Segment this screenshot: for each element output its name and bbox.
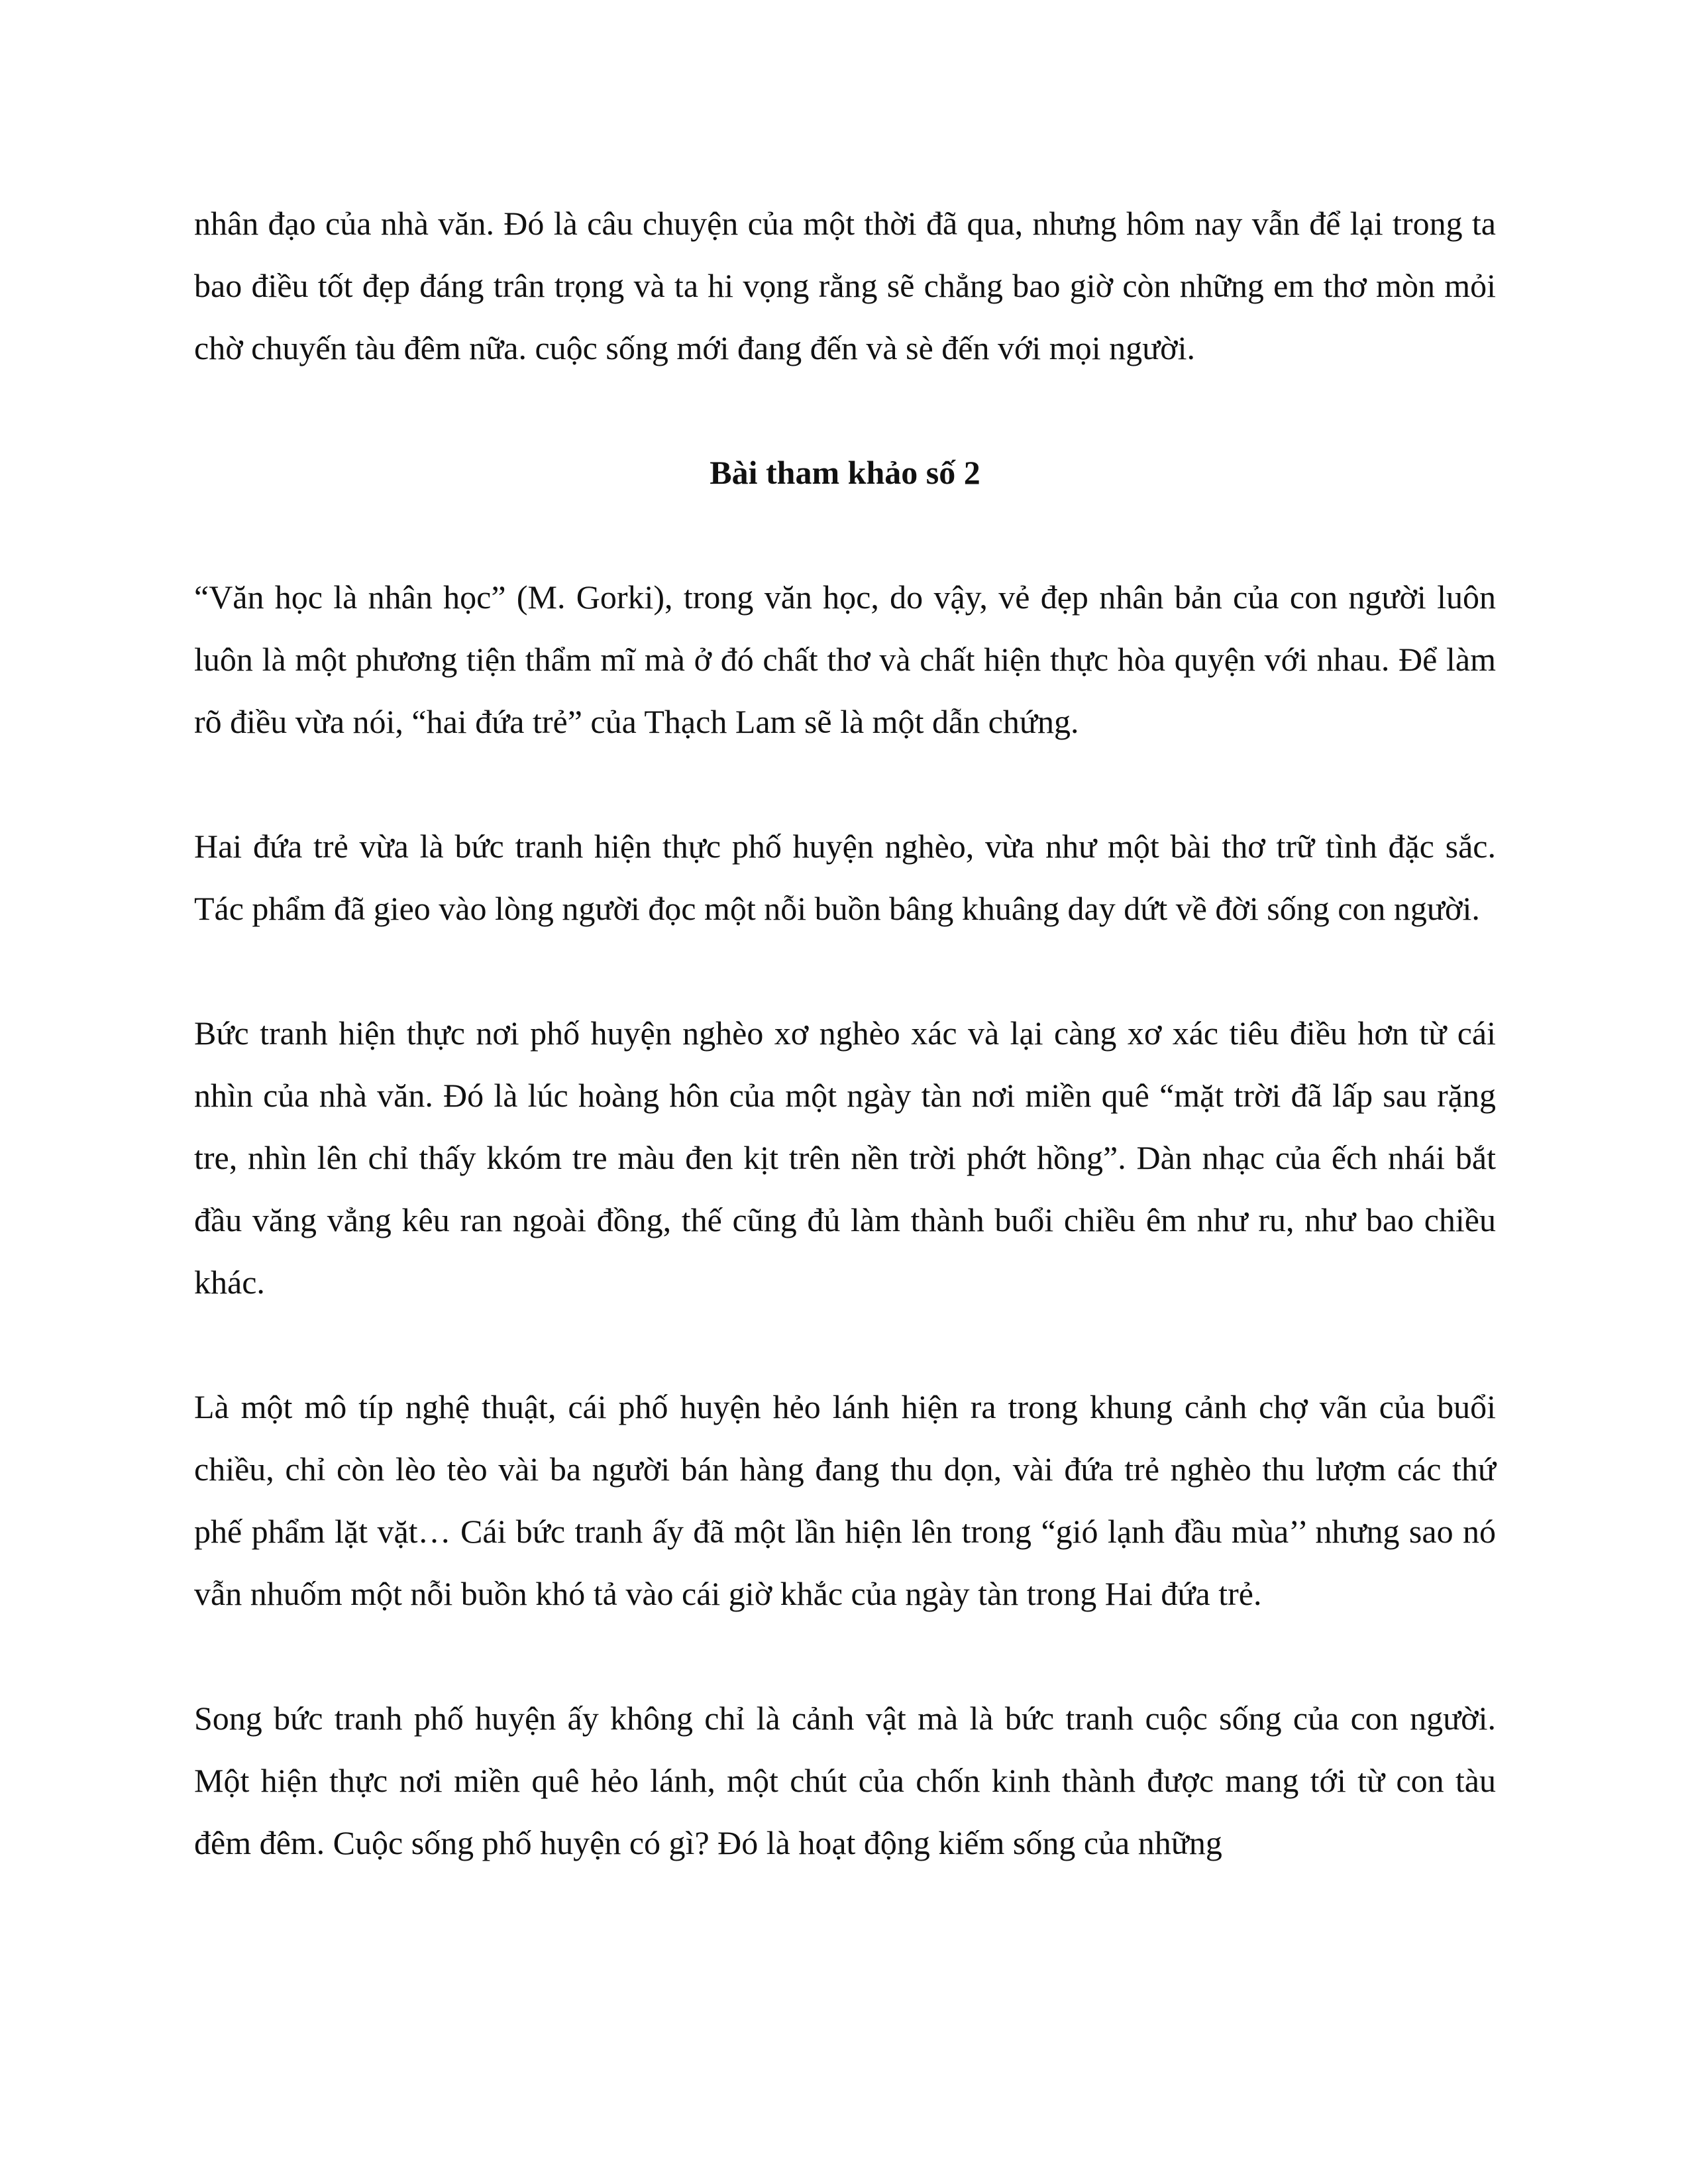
paragraph-3: Bức tranh hiện thực nơi phố huyện nghèo xơ nghèo xác và lại càng xơ xác tiêu điều hơn từ cái nhìn của nhà văn. Đó là lúc hoàng hôn của một ngày tàn nơi miền quê “mặt trời đã lấp sau rặng tre, nhìn lên chỉ thấy kkóm tre màu đen kịt trên nền trời phớt hồng”. Dàn nhạc của ếch nhái bắt đầu văng vẳng kêu ran ngoài đồng, thế cũng đủ làm thành buổi chiều êm như ru, như bao chiều khác. (194, 1014, 1496, 1301)
document-body (194, 192, 1496, 1936)
paragraph-4: Là một mô típ nghệ thuật, cái phố huyện hẻo lánh hiện ra trong khung cảnh chợ vãn của buổi chiều, chỉ còn lèo tèo vài ba người bán hàng đang thu dọn, vài đứa trẻ nghèo thu lượm các thứ phế phẩm lặt vặt… Cái bức tranh ấy đã một lần hiện lên trong “gió lạnh đầu mùa’’ nhưng sao nó vẫn nhuốm một nỗi buồn khó tả vào cái giờ khắc của ngày tàn trong Hai đứa trẻ. (194, 1388, 1496, 1612)
paragraph-continuation: nhân đạo của nhà văn. Đó là câu chuyện của một thời đã qua, nhưng hôm nay vẫn để lại trong ta bao điều tốt đẹp đáng trân trọng và ta hi vọng rằng sẽ chẳng bao giờ còn những em thơ mòn mỏi chờ chuyến tàu đêm nữa. cuộc sống mới đang đến và sè đến với mọi người. (194, 205, 1496, 366)
section-heading: Bài tham khảo số 2 (710, 454, 980, 491)
paragraph-5: Song bức tranh phố huyện ấy không chỉ là cảnh vật mà là bức tranh cuộc sống của con người. Một hiện thực nơi miền quê hẻo lánh, một chút của chốn kinh thành được mang tới từ con tàu đêm đêm. Cuộc sống phố huyện có gì? Đó là hoạt động kiếm sống của những (194, 1700, 1496, 1861)
paragraph-2: Hai đứa trẻ vừa là bức tranh hiện thực phố huyện nghèo, vừa như một bài thơ trữ tình đặc sắc. Tác phẩm đã gieo vào lòng người đọc một nỗi buồn bâng khuâng day dứt về đời sống con người. (194, 828, 1496, 927)
paragraph-1: “Văn học là nhân học” (M. Gorki), trong văn học, do vậy, vẻ đẹp nhân bản của con người luôn luôn là một phương tiện thẩm mĩ mà ở đó chất thơ và chất hiện thực hòa quyện với nhau. Để làm rõ điều vừa nói, “hai đứa trẻ” của Thạch Lam sẽ là một dẫn chứng. (194, 578, 1496, 740)
